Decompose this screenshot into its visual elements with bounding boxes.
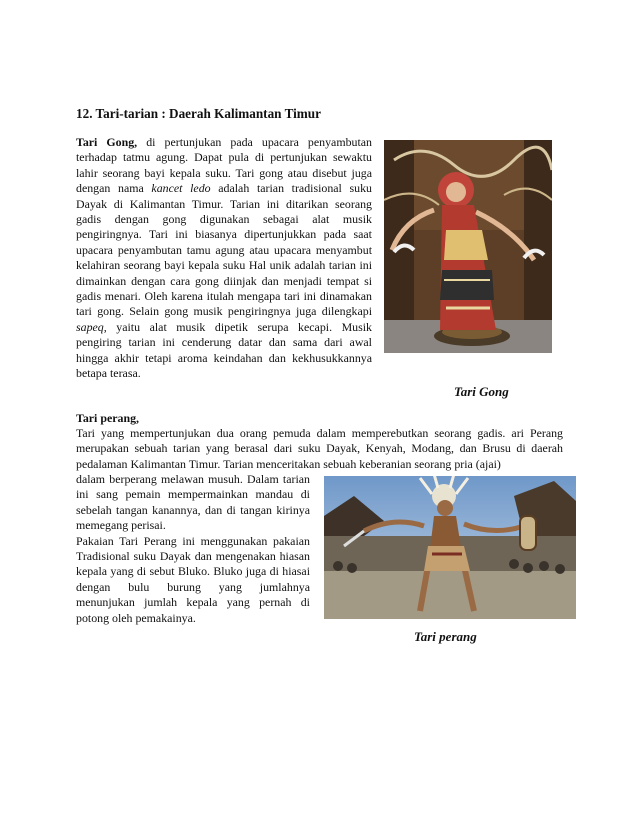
term-sapeq: sapeq,	[76, 319, 107, 334]
tari-perang-heading: Tari perang,	[76, 411, 139, 425]
tari-gong-text-2: adalah tarian tradisional suku Dayak di Kalimantan Timur. Tarian ini ditarikan seorang gadis dengan gong digunakan sebagai alat musik pengiringnya. Tari ini biasanya dipertunjukkan pada saat upacara penyambutan tamu agung atau upacara menyambut kelahiran seorang bayi kepala suku Hal unik adalah tarian ini dimainkan dengan cara gong diinjak dan menjadi tempat si gadis menari. Oleh karena itulah mengapa tari ini dinamakan tari gong. Selain gong musik pengiringnya juga dilengkapi	[76, 181, 372, 319]
tari-gong-caption: Tari Gong	[454, 384, 509, 399]
tari-gong-photo	[384, 140, 552, 353]
tari-gong-text-3: yaitu alat musik dipetik serupa kecapi. Musik pengiring tarian ini cenderung datar dan sama dari awal hingga akhir tetapi aroma keindahan dan kekhusukkannya betapa terasa.	[76, 319, 372, 381]
section-heading: 12. Tari-tarian : Daerah Kalimantan Timur	[76, 106, 321, 121]
tari-perang-intro: Tari yang mempertunjukan dua orang pemuda dalam memperebutkan seorang gadis. ari Perang merupakan sebuah tarian yang berasal dari suku Dayak, Kenyah, Modang, dan Brusu di daerah pedalaman Kalimantan Timur. Tarian menceritakan sebuah keberanian seorang pria (ajai)	[76, 426, 563, 471]
tari-perang-text-1: dalam berperang melawan musuh. Dalam tarian ini sang pemain mempermainkan mandau di sebelah tangan kanannya, dan di tangan kirinya memegang perisai.	[76, 472, 310, 533]
tari-gong-text-1: di pertunjukan pada upacara penyambutan terhadap tatmu agung. Dapat pula di pertunjukan sewaktu lahir seorang bayi kepala suku. Tari gong atau disebut juga dengan nama	[76, 135, 372, 196]
tari-gong-lead: Tari Gong,	[76, 135, 138, 149]
tari-perang-illustration	[324, 476, 576, 619]
term-kancet-ledo: kancet ledo	[151, 181, 211, 196]
tari-gong-illustration	[384, 140, 552, 353]
tari-perang-caption: Tari perang	[414, 629, 477, 644]
tari-perang-text-2: Pakaian Tari Perang ini menggunakan pakaian Tradisional suku Dayak dan mengenakan hiasan kepala yang di sebut Bluko. Bluko juga di hiasai dengan bulu burung yang jumlahnya menunjukan jumlah kepala yang pernah di potong oleh pemakainya.	[76, 533, 310, 625]
tari-gong-paragraph	[76, 135, 372, 382]
tari-perang-photo	[324, 476, 576, 619]
tari-perang-paragraph	[76, 472, 310, 626]
